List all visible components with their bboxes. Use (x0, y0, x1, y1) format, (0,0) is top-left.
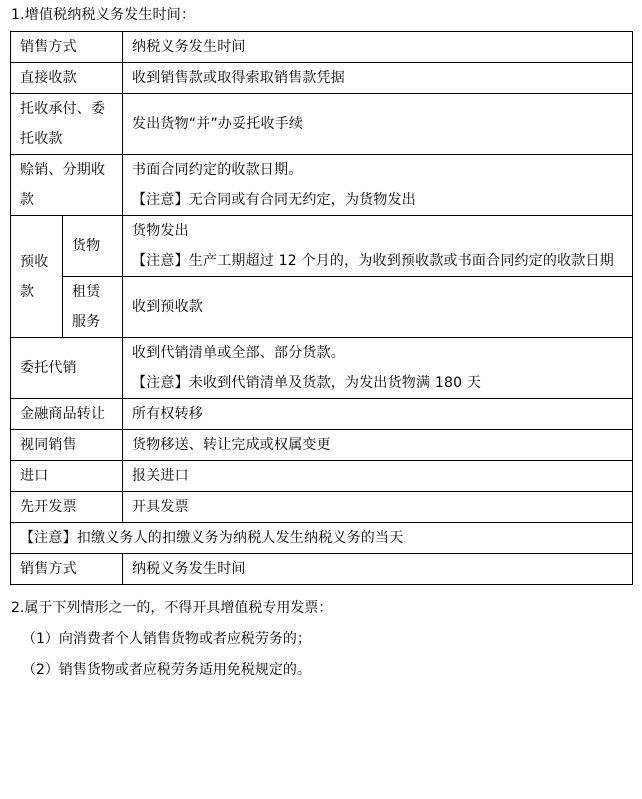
footer-cell-timing: 纳税义务发生时间 (123, 554, 633, 585)
row-label-consignment: 委托代销 (11, 338, 123, 399)
table-row (11, 461, 633, 492)
row-content-collection-acceptance: 发出货物“并”办妥托收手续 (123, 94, 633, 155)
row-label-deemed-sales: 视同销售 (11, 430, 123, 461)
row-label-invoice-first: 先开发票 (11, 492, 123, 523)
row-content-credit-installment: 书面合同约定的收款日期。 【注意】无合同或有合同无约定，为货物发出 (123, 155, 633, 216)
row-content-direct-payment: 收到销售款或取得索取销售款凭据 (123, 63, 633, 94)
row-content-financial-product-transfer: 所有权转移 (123, 399, 633, 430)
table-row (11, 399, 633, 430)
section2 (0, 593, 642, 686)
section1-heading: 1.增值税纳税义务发生时间： (11, 7, 196, 23)
table-row (11, 492, 633, 523)
sub-row-content-goods: 货物发出 【注意】生产工期超过 12 个月的，为收到预收款或书面合同约定的收款日期 (123, 216, 633, 277)
table-row (11, 155, 633, 216)
footer-cell-sales-method: 销售方式 (11, 554, 123, 585)
table-row (11, 63, 633, 94)
row-content-consignment: 收到代销清单或全部、部分货款。 【注意】未收到代销清单及货款，为发出货物满 180 天 (123, 338, 633, 399)
row-label-import: 进口 (11, 461, 123, 492)
row-content-deemed-sales: 货物移送、转让完成或权属变更 (123, 430, 633, 461)
vat-timing-table (10, 31, 633, 585)
table-note-row (11, 523, 633, 554)
table-row (11, 277, 633, 338)
section2-heading: 2.属于下列情形之一的，不得开具增值税专用发票： (11, 600, 333, 616)
row-label-direct-payment: 直接收款 (11, 63, 123, 94)
row-content-invoice-first: 开具发票 (123, 492, 633, 523)
withholding-note: 【注意】扣缴义务人的扣缴义务为纳税人发生纳税义务的当天 (11, 523, 633, 554)
table-row (11, 216, 633, 277)
row-label-advance-payment: 预收 款 (11, 216, 63, 338)
row-label-financial-product-transfer: 金融商品转让 (11, 399, 123, 430)
row-content-import: 报关进口 (123, 461, 633, 492)
header-cell-timing: 纳税义务发生时间 (123, 32, 633, 63)
table-row (11, 94, 633, 155)
table-footer-row (11, 554, 633, 585)
section2-item-2: （2）销售货物或者应税劳务适用免税规定的。 (22, 662, 311, 678)
row-label-credit-installment: 赊销、分期收 款 (11, 155, 123, 216)
sub-row-content-leasing-service: 收到预收款 (123, 277, 633, 338)
table-row (11, 338, 633, 399)
row-label-collection-acceptance: 托收承付、委 托收款 (11, 94, 123, 155)
section2-item-1: （1）向消费者个人销售货物或者应税劳务的； (22, 631, 311, 647)
header-cell-sales-method: 销售方式 (11, 32, 123, 63)
sub-row-label-leasing-service: 租赁 服务 (63, 277, 123, 338)
sub-row-label-goods: 货物 (63, 216, 123, 277)
table-row (11, 430, 633, 461)
table-header-row (11, 32, 633, 63)
